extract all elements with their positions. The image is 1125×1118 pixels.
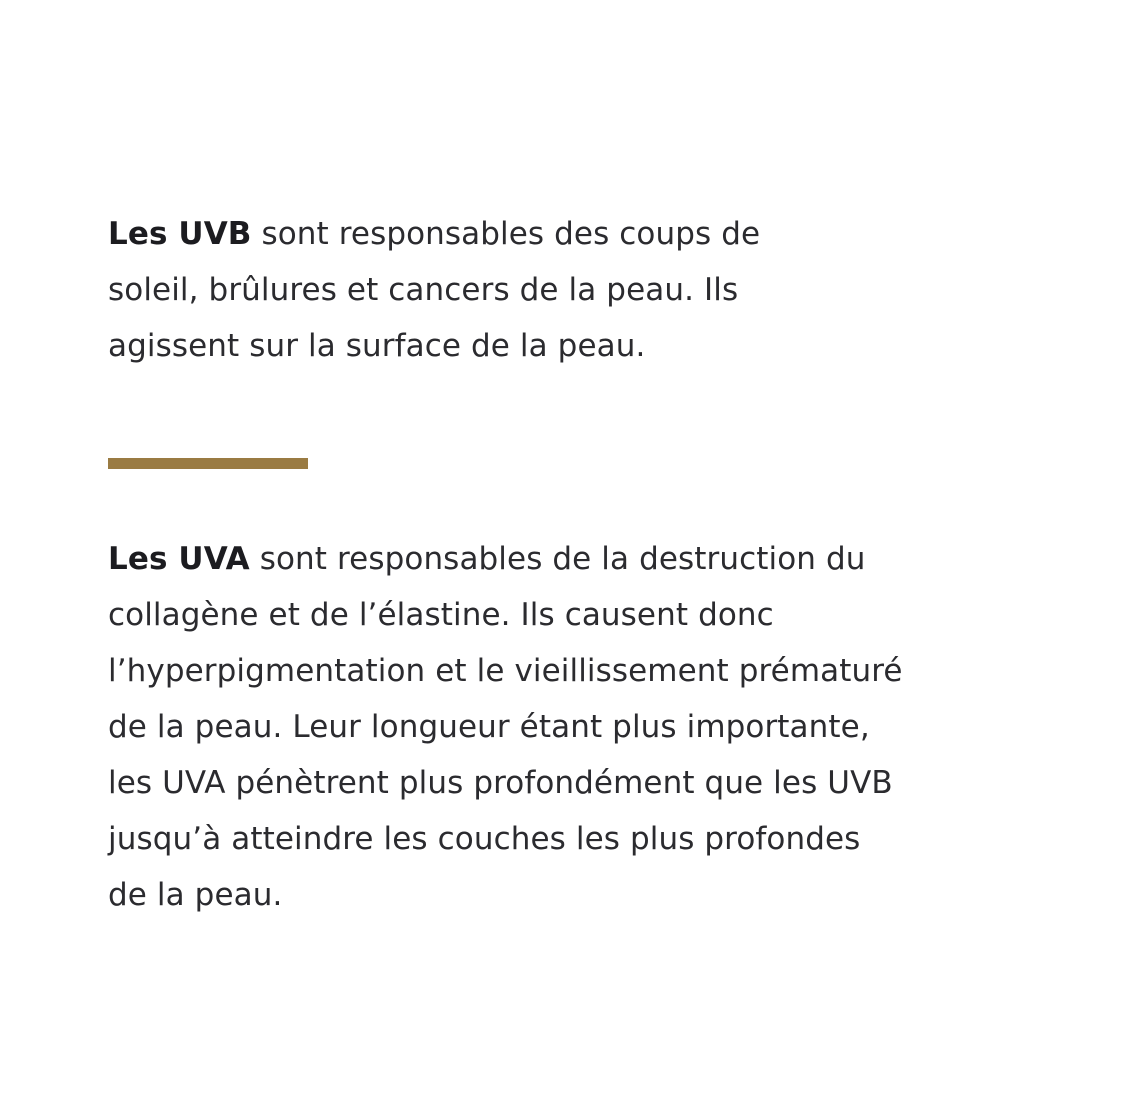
section-divider bbox=[108, 458, 308, 469]
paragraph-uva bbox=[108, 531, 908, 923]
paragraph-uvb-body: sont responsables des coups de soleil, brûlures et cancers de la peau. Ils agissent sur la surface de la peau. bbox=[108, 216, 761, 364]
paragraph-uvb-lead: Les UVB bbox=[108, 216, 252, 252]
paragraph-uva-lead: Les UVA bbox=[108, 541, 250, 577]
paragraph-uvb bbox=[108, 206, 828, 374]
paragraph-uva-body: sont responsables de la destruction du collagène et de l’élastine. Ils causent donc l’hyperpigmentation et le vieillissement prématuré de la peau. Leur longueur étant plus importante, les UVA pénètrent plus profondément que les UVB jusqu’à atteindre les couches les plus profondes de la peau. bbox=[108, 541, 903, 913]
